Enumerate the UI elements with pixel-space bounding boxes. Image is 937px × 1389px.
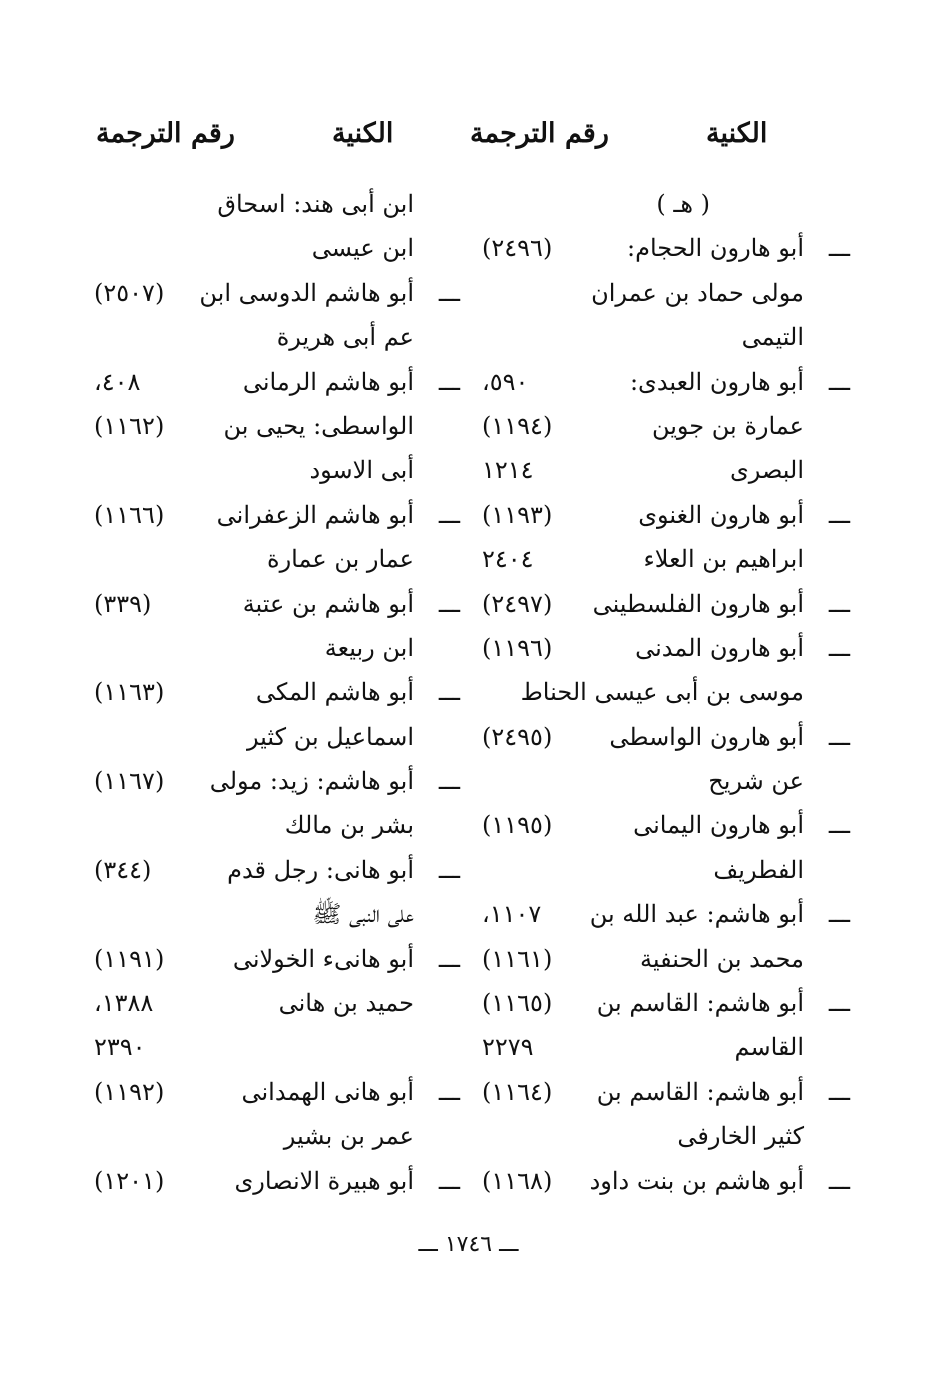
entry-kunya: عمر بن بشير — [283, 1122, 414, 1151]
entry-dash: ـــ — [828, 234, 850, 263]
entry-row — [470, 1025, 850, 1069]
entry-kunya: حميد بن هانى — [278, 989, 414, 1018]
entry-dash: ـــ — [828, 1077, 850, 1106]
page-number: ـــ ١٧٤٦ ـــ — [418, 1232, 519, 1257]
entry-row — [470, 182, 850, 226]
entry-row — [80, 803, 460, 847]
entry-dash: ـــ — [438, 944, 460, 973]
entry-dash: ـــ — [438, 1166, 460, 1195]
entry-kunya: أبو هارون الحجام: — [627, 234, 804, 263]
entry-biography-number: (١١٦٤) — [482, 1077, 553, 1106]
entry-row — [80, 537, 460, 581]
entry-kunya: أبو هانى الهمدانى — [241, 1077, 414, 1106]
entry-biography-number: (١١٩٦) — [482, 633, 553, 662]
entry-row — [80, 892, 460, 936]
entry-biography-number: ١١٠٧، — [482, 900, 542, 929]
entry-biography-number: ٢٤٠٤ — [482, 545, 534, 574]
entry-kunya: ابن أبى هند: اسحاق — [217, 190, 414, 218]
entry-kunya: عمار بن عمارة — [267, 545, 414, 574]
entry-kunya: ابن عيسى — [311, 234, 414, 263]
entry-dash: ـــ — [438, 767, 460, 796]
entry-row — [80, 1070, 460, 1114]
entry-kunya: أبو هاشم الزعفرانى — [216, 500, 414, 529]
left-column — [80, 182, 460, 1203]
entry-kunya: أبو هاشم الدوسى ابن — [199, 278, 414, 307]
entry-row — [80, 670, 460, 714]
entry-kunya: عمارة بن جوين — [651, 411, 804, 440]
entry-biography-number: (١١٦٣) — [94, 678, 165, 707]
entry-row — [470, 626, 850, 670]
entry-biography-number: (١١٦٥) — [482, 989, 553, 1018]
entry-biography-number: (٢٤٩٧) — [482, 589, 553, 618]
entry-kunya: أبو هاشم: عبد الله بن — [589, 900, 804, 929]
entry-row — [470, 1159, 850, 1203]
entry-dash: ـــ — [828, 900, 850, 929]
entry-row — [470, 981, 850, 1025]
entry-biography-number: (١٢٠١) — [94, 1166, 165, 1195]
entry-row — [80, 848, 460, 892]
entry-kunya: أبو هارون اليمانى — [633, 811, 804, 840]
entry-kunya: أبو هاشم بن عتبة — [242, 589, 414, 618]
entry-dash: ـــ — [828, 1166, 850, 1195]
entry-kunya: عم أبى هريرة — [276, 323, 414, 352]
entry-row — [80, 759, 460, 803]
entry-row — [80, 360, 460, 404]
entry-biography-number: (١١٩٤) — [482, 411, 553, 440]
entry-row — [80, 937, 460, 981]
entry-kunya: أبو هاشم المكى — [255, 678, 414, 707]
entry-kunya: كثير الخارفى — [677, 1122, 804, 1151]
entry-dash: ـــ — [828, 367, 850, 396]
entry-row — [80, 626, 460, 670]
entry-biography-number: (١١٦٦) — [94, 500, 165, 529]
entry-dash: ـــ — [438, 855, 460, 884]
section-letter: ( هـ ) — [656, 190, 710, 218]
entry-row — [80, 493, 460, 537]
entry-row — [80, 448, 460, 492]
entry-kunya: أبو هارون الفلسطينى — [592, 589, 804, 618]
entry-biography-number: (٢٤٩٦) — [482, 234, 553, 263]
entry-biography-number: (١١٦٢) — [94, 411, 165, 440]
entry-kunya: التيمى — [741, 323, 804, 352]
header-right-num: رقم الترجمة — [470, 118, 609, 149]
entry-biography-number: ٥٩٠، — [482, 367, 529, 396]
entry-kunya: اسماعيل بن كثير — [246, 722, 414, 751]
entry-row — [470, 271, 850, 315]
entry-kunya: أبو هاشم: زيد: مولى — [209, 767, 414, 796]
entry-kunya: أبو هاشم: القاسم بن — [596, 989, 804, 1018]
entry-kunya: موسى بن أبى عيسى الحناط — [520, 678, 804, 707]
header-left-name: الكنية — [332, 118, 394, 149]
entry-kunya: أبى الاسود — [309, 456, 414, 485]
entry-dash: ـــ — [438, 1077, 460, 1106]
entry-kunya: بشر بن مالك — [284, 811, 414, 840]
entry-row — [470, 759, 850, 803]
entry-dash: ـــ — [438, 367, 460, 396]
entry-row — [470, 404, 850, 448]
entry-row — [80, 226, 460, 270]
entry-row — [470, 670, 850, 714]
header-left-num: رقم الترجمة — [96, 118, 235, 149]
entry-row — [470, 1070, 850, 1114]
entry-dash: ـــ — [828, 500, 850, 529]
entry-kunya: أبو هارون الغنوى — [638, 500, 804, 529]
entry-row — [80, 315, 460, 359]
entry-dash: ـــ — [828, 811, 850, 840]
entry-biography-number: (١١٩١) — [94, 944, 165, 973]
entry-row — [470, 360, 850, 404]
entry-kunya: على النبى ﷺ — [312, 900, 414, 929]
entry-biography-number: (٢٥٠٧) — [94, 278, 165, 307]
entry-row — [470, 537, 850, 581]
entry-row — [470, 1114, 850, 1158]
entry-kunya: البصرى — [729, 456, 804, 485]
entry-biography-number: ١٢١٤ — [482, 456, 534, 485]
entry-row — [80, 182, 460, 226]
entry-kunya: الفطريف — [713, 855, 804, 884]
entry-kunya: أبو هانىء الخولانى — [232, 944, 414, 973]
entry-dash: ـــ — [438, 500, 460, 529]
entry-kunya: أبو هاشم: القاسم بن — [596, 1077, 804, 1106]
entry-biography-number: (١١٦٨) — [482, 1166, 553, 1195]
entry-kunya: أبو هارون العبدى: — [629, 367, 804, 396]
entry-biography-number: (١١٦١) — [482, 944, 553, 973]
entry-row — [470, 493, 850, 537]
entry-kunya: أبو هارون المدنى — [635, 633, 804, 662]
entry-biography-number: ٢٣٩٠ — [94, 1033, 146, 1062]
header-right-name: الكنية — [706, 118, 768, 149]
entry-kunya: أبو هبيرة الانصارى — [234, 1166, 414, 1195]
entry-row — [80, 1025, 460, 1069]
entry-row — [80, 582, 460, 626]
entry-biography-number: (١١٦٧) — [94, 767, 165, 796]
entry-row — [470, 937, 850, 981]
entry-kunya: القاسم — [734, 1033, 804, 1062]
entry-kunya: أبو هارون الواسطى — [609, 722, 804, 751]
entry-dash: ـــ — [828, 589, 850, 618]
right-column — [470, 182, 850, 1203]
entry-biography-number: (١١٩٣) — [482, 500, 553, 529]
entry-dash: ـــ — [828, 633, 850, 662]
entry-row — [470, 315, 850, 359]
entry-kunya: ابراهيم بن العلاء — [643, 545, 804, 574]
entry-row — [80, 981, 460, 1025]
entry-row — [80, 271, 460, 315]
entry-biography-number: (١١٩٥) — [482, 811, 553, 840]
entry-row — [80, 1114, 460, 1158]
entry-biography-number: ١٣٨٨، — [94, 989, 154, 1018]
entry-row — [80, 404, 460, 448]
entry-dash: ـــ — [438, 589, 460, 618]
entry-row — [80, 715, 460, 759]
entry-row — [470, 448, 850, 492]
entry-dash: ـــ — [828, 989, 850, 1018]
entry-row — [470, 803, 850, 847]
entry-biography-number: (١١٩٢) — [94, 1077, 165, 1106]
entry-kunya: محمد بن الحنفية — [640, 944, 804, 973]
entry-row — [470, 226, 850, 270]
entry-row — [470, 892, 850, 936]
entry-row — [80, 1159, 460, 1203]
entry-kunya: عن شريح — [708, 767, 804, 796]
entry-biography-number: (٢٤٩٥) — [482, 722, 553, 751]
entry-kunya: الواسطى: يحيى بن — [223, 411, 414, 440]
entry-kunya: أبو هاشم الرمانى — [242, 367, 414, 396]
entry-kunya: أبو هانى: رجل قدم — [227, 855, 414, 884]
entry-biography-number: (٣٤٤) — [94, 855, 152, 884]
entry-biography-number: ٤٠٨، — [94, 367, 141, 396]
entry-dash: ـــ — [828, 722, 850, 751]
entry-dash: ـــ — [438, 678, 460, 707]
entry-biography-number: (٣٣٩) — [94, 589, 152, 618]
entry-biography-number: ٢٢٧٩ — [482, 1033, 534, 1062]
entry-kunya: ابن ربيعة — [324, 633, 414, 662]
entry-kunya: أبو هاشم بن بنت داود — [589, 1166, 804, 1195]
entry-dash: ـــ — [438, 278, 460, 307]
entry-row — [470, 582, 850, 626]
entry-kunya: مولى حماد بن عمران — [591, 278, 804, 307]
entry-row — [470, 715, 850, 759]
entry-row — [470, 848, 850, 892]
